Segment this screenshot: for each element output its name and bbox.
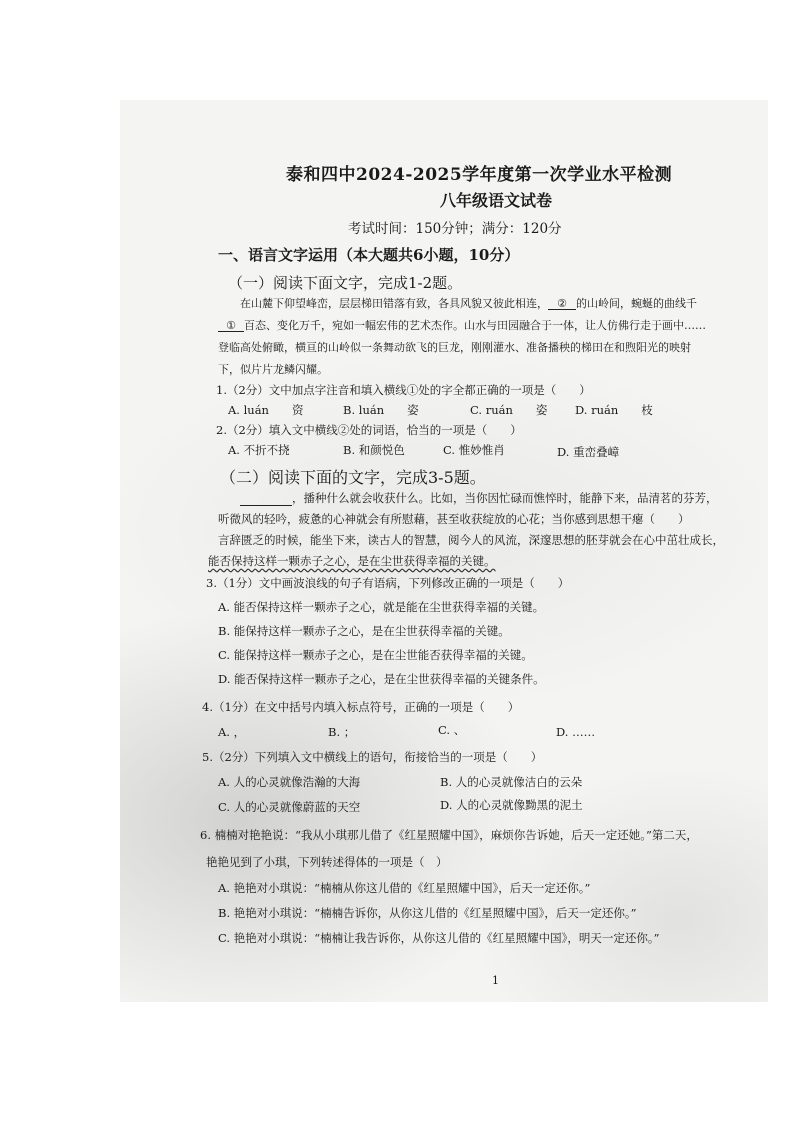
passage1-line2: ① 百态、变化万千，宛如一幅宏伟的艺术杰作。山水与田园融合于一体，让人仿佛行走于画中…… <box>218 320 706 332</box>
question-2-option-c[interactable]: C. 惟妙惟肖 <box>443 443 505 457</box>
part-heading-2: （二）阅读下面的文字，完成3-5题。 <box>220 468 486 487</box>
exam-subtitle: 八年级语文试卷 <box>440 191 553 210</box>
part-heading-1: （一）阅读下面文字，完成1-2题。 <box>228 274 463 292</box>
question-6-option-a[interactable]: A. 艳艳对小琪说：“楠楠从你这儿借的《红星照耀中国》，后天一定还你。” <box>218 881 591 895</box>
question-2-option-a[interactable]: A. 不折不挠 <box>228 443 290 457</box>
question-5-stem: 5.（2分）下列填入文中横线上的语句，衔接恰当的一项是（ ） <box>202 750 543 764</box>
exam-title: 泰和四中2024-2025学年度第一次学业水平检测 <box>286 165 673 185</box>
passage2-line2: 听微风的轻吟，疲惫的心神就会有所慰藉，甚至收获绽放的心花；当你感到思想干瘪（ ） <box>218 512 690 526</box>
question-1-option-d[interactable]: D. ruán 枝 <box>575 403 653 417</box>
question-1-stem: 1.（2分）文中加点字注音和填入横线①处的字全都正确的一项是（ ） <box>216 383 591 397</box>
page-number: 1 <box>492 974 499 987</box>
question-4-stem: 4.（1分）在文中括号内填入标点符号，正确的一项是（ ） <box>202 700 520 714</box>
exam-info: 考试时间：150分钟；满分：120分 <box>348 221 562 237</box>
question-5-option-d[interactable]: D. 人的心灵就像黝黑的泥土 <box>440 798 583 812</box>
passage1-line4: 下，似片片龙鳞闪耀。 <box>218 363 328 376</box>
question-3-option-c[interactable]: C. 能保持这样一颗赤子之心，是在尘世能否获得幸福的关键。 <box>218 648 533 662</box>
exam-paper <box>120 100 768 1002</box>
blank-1: ① <box>218 320 244 332</box>
question-5-option-b[interactable]: B. 人的心灵就像洁白的云朵 <box>440 775 583 789</box>
question-3-option-a[interactable]: A. 能否保持这样一颗赤子之心，就是能在尘世获得幸福的关键。 <box>218 600 545 614</box>
question-4-option-a[interactable]: A. ， <box>218 725 246 739</box>
passage1-line3: 登临高处俯瞰，横亘的山岭似一条舞动欲飞的巨龙，刚刚灌水、准备播秧的梯田在和煦阳光的映射 <box>218 341 691 354</box>
passage1-line1: 在山麓下仰望峰峦，层层梯田错落有致，各具风貌又彼此相连， ② 的山岭间，蜿蜒的曲线千 <box>240 297 697 310</box>
section-heading: 一、语言文字运用（本大题共6小题，10分） <box>218 246 520 264</box>
question-6-stem-line2: 艳艳见到了小琪，下列转述得体的一项是（ ） <box>206 855 448 869</box>
question-1-option-a[interactable]: A. luán 资 <box>228 403 304 417</box>
question-3-option-d[interactable]: D. 能否保持这样一颗赤子之心，是在尘世获得幸福的关键条件。 <box>218 672 545 686</box>
question-2-option-d[interactable]: D. 重峦叠嶂 <box>557 445 620 459</box>
question-2-stem: 2.（2分）填入文中横线②处的词语，恰当的一项是（ ） <box>216 423 522 437</box>
question-3-option-b[interactable]: B. 能保持这样一颗赤子之心，是在尘世获得幸福的关键。 <box>218 624 510 638</box>
blank-2: ② <box>548 298 576 310</box>
question-1-option-b[interactable]: B. luán 姿 <box>343 403 419 417</box>
passage2-line3: 言辞匮乏的时候，能坐下来，读古人的智慧，阅今人的风流，深邃思想的胚芽就会在心中茁壮成长， <box>218 533 724 547</box>
question-5-option-c[interactable]: C. 人的心灵就像蔚蓝的天空 <box>218 800 361 814</box>
question-6-option-c[interactable]: C. 艳艳对小琪说：“楠楠让我告诉你，从你这儿借的《红星照耀中国》，明天一定还你。” <box>218 931 660 945</box>
question-3-stem: 3.（1分）文中画波浪线的句子有语病，下列修改正确的一项是（ ） <box>206 576 570 590</box>
passage2-wavy-sentence: 能否保持这样一颗赤子之心，是在尘世获得幸福的关键。 <box>208 554 496 568</box>
question-2-option-b[interactable]: B. 和颜悦色 <box>343 443 405 457</box>
question-5-option-a[interactable]: A. 人的心灵就像浩瀚的大海 <box>218 775 361 789</box>
question-6-option-b[interactable]: B. 艳艳对小琪说：“楠楠告诉你，从你这儿借的《红星照耀中国》，后天一定还你。” <box>218 906 637 920</box>
passage2-line1: ，播种什么就会收获什么。比如，当你因忙碌而憔悴时，能静下来，品清茗的芬芳， <box>240 493 718 506</box>
question-1-option-c[interactable]: C. ruán 姿 <box>470 403 548 417</box>
question-4-option-c[interactable]: C. 、 <box>438 723 466 737</box>
blank-main <box>240 493 292 506</box>
question-4-option-b[interactable]: B. ； <box>328 725 356 739</box>
question-6-stem-line1: 6. 楠楠对艳艳说：“我从小琪那儿借了《红星照耀中国》，麻烦你告诉她，后天一定还她。”第二天， <box>200 828 698 842</box>
question-4-option-d[interactable]: D. …… <box>556 725 596 739</box>
